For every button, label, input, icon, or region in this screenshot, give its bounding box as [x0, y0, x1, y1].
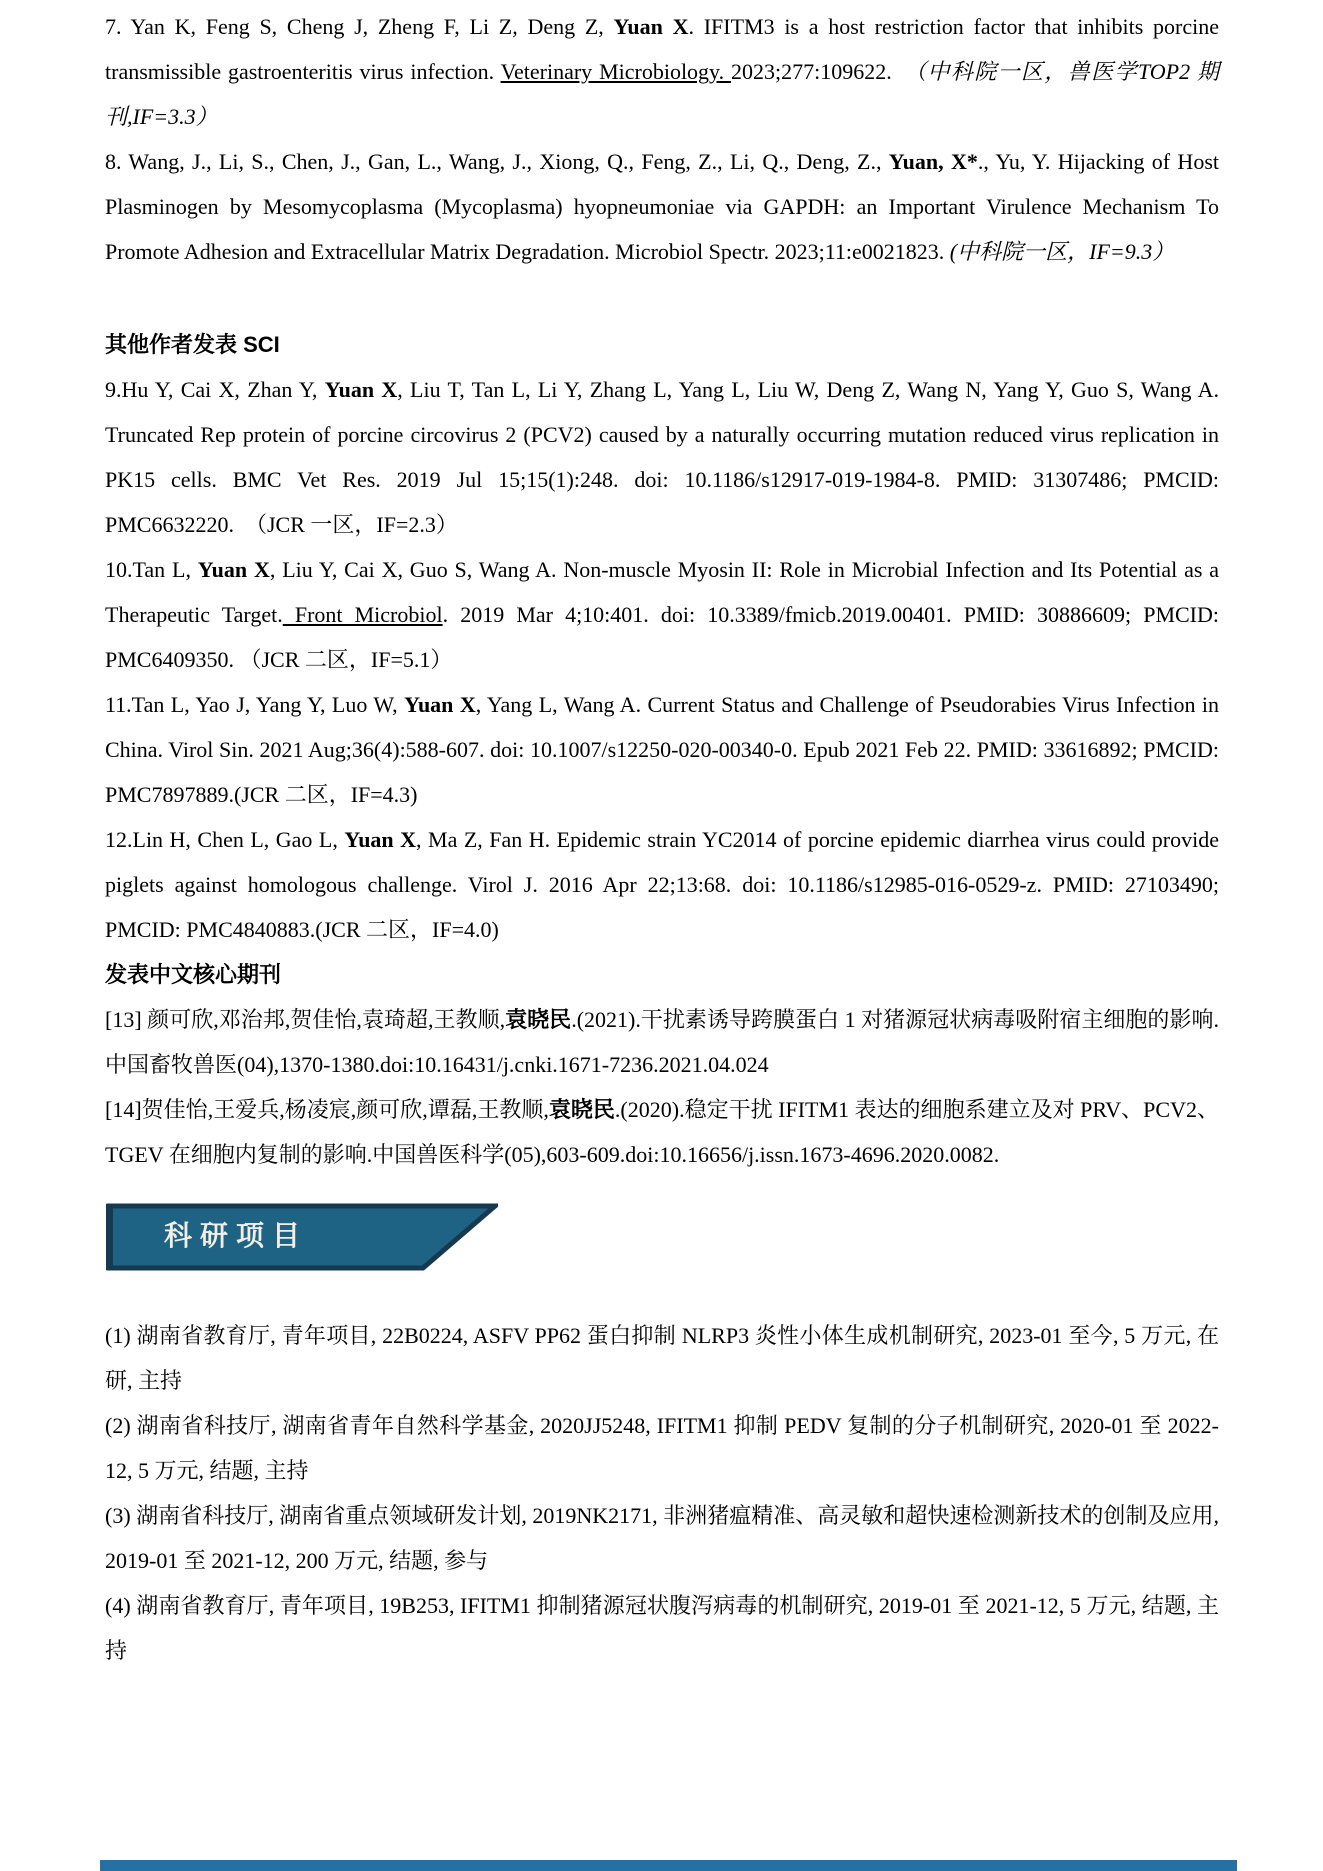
reference-text-segment: 8. Wang, J., Li, S., Chen, J., Gan, L., Wang, J., Xiong, Q., Feng, Z., Li, Q., Deng, Z., — [105, 149, 889, 174]
reference-item — [105, 547, 1219, 682]
project-item: (1) 湖南省教育厅, 青年项目, 22B0224, ASFV PP62 蛋白抑制 NLRP3 炎性小体生成机制研究, 2023-01 至今, 5 万元, 在研, 主持 — [105, 1323, 1219, 1393]
reference-text-segment: [13] 颜可欣,邓治邦,贺佳怡,袁琦超,王教顺, — [105, 1007, 506, 1032]
reference-text-segment: 袁晓民 — [548, 1097, 615, 1122]
reference-text-segment: 9.Hu Y, Cai X, Zhan Y, — [105, 377, 325, 402]
reference-text-segment: . 2019 Mar 4;10:401. doi: 10.3389/fmicb.2019.00401. PMID: 30886609; PMCID: PMC6409350. （JCR 二区，IF=5.1） — [105, 602, 1220, 672]
reference-text-segment: Yuan X — [197, 557, 270, 582]
reference-text-segment: (中科院一区，IF=9.3） — [949, 239, 1175, 264]
cn-refs-list — [105, 997, 1219, 1177]
reference-item — [105, 139, 1219, 274]
reference-text-segment: [14]贺佳怡,王爱兵,杨凌宸,颜可欣,谭磊,王教顺, — [105, 1097, 549, 1122]
reference-text-segment: , Ma Z, Fan H. Epidemic strain YC2014 of porcine epidemic diarrhea virus could provide piglets against homologous challenge. Virol J. 2016 Apr 22;13:68. doi: 10.1186/s12985-016-0529-z. PMID: 27103490; PMCID: PMC4840883.(JCR 二区，IF=4.0) — [105, 827, 1219, 942]
reference-text-segment: Yuan X — [324, 377, 398, 402]
project-item: (4) 湖南省教育厅, 青年项目, 19B253, IFITM1 抑制猪源冠状腹泻病毒的机制研究, 2019-01 至 2021-12, 5 万元, 结题, 主持 — [105, 1593, 1219, 1663]
reference-text-segment: , Liu T, Tan L, Li Y, Zhang L, Yang L, Liu W, Deng Z, Wang N, Yang Y, Guo S, Wang A. Truncated Rep protein of porcine circovirus 2 (PCV2) caused by a naturally occurring mutation reduced virus replication in PK15 cells. BMC Vet Res. 2019 Jul 15;15(1):248. doi: 10.1186/s12917-019-1984-8. PMID: 31307486; PMCID: PMC6632220. （JCR 一区，IF=2.3） — [105, 377, 1220, 537]
reference-text-segment: .(2021).干扰素诱导跨膜蛋白 1 对猪源冠状病毒吸附宿主细胞的影响.中国畜牧兽医(04),1370-1380.doi:10.16431/j.cnki.1671-7236.2021.04.024 — [105, 1007, 1219, 1077]
heading-cn-core: 发表中文核心期刊 — [105, 962, 282, 987]
sci-refs-other-list — [105, 367, 1219, 952]
reference-item — [105, 997, 1219, 1087]
reference-text-segment: ., Yu, Y. Hijacking of Host Plasminogen by Mesomycoplasma (Mycoplasma) hyopneumoniae via GAPDH: an Important Virulence Mechanism To Promote Adhesion and Extracellular Matrix Degradation. Microbiol Spectr. 2023;11:e0021823. — [105, 149, 1219, 264]
projects-list — [105, 1313, 1219, 1673]
reference-item — [105, 367, 1219, 547]
reference-text-segment: Front Microbiol — [282, 602, 443, 627]
project-item: (2) 湖南省科技厅, 湖南省青年自然科学基金, 2020JJ5248, IFITM1 抑制 PEDV 复制的分子机制研究, 2020-01 至 2022-12, 5 万元, 结题, 主持 — [105, 1413, 1219, 1483]
reference-item — [105, 4, 1219, 139]
reference-text-segment: .(2020).稳定干扰 IFITM1 表达的细胞系建立及对 PRV、PCV2、TGEV 在细胞内复制的影响.中国兽医科学(05),603-609.doi:10.16656/j.issn.1673-4696.2020.0082. — [105, 1097, 1219, 1167]
research-projects-banner — [106, 1203, 498, 1271]
footer-accent-bar — [100, 1860, 1237, 1871]
project-item: (3) 湖南省科技厅, 湖南省重点领域研发计划, 2019NK2171, 非洲猪瘟精准、高灵敏和超快速检测新技术的创制及应用, 2019-01 至 2021-12, 200 万元, 结题, 参与 — [105, 1503, 1219, 1573]
reference-text-segment: Yuan X — [613, 14, 689, 39]
reference-text-segment: 7. Yan K, Feng S, Cheng J, Zheng F, Li Z, Deng Z, — [105, 14, 614, 39]
reference-text-segment: 10.Tan L, — [105, 557, 198, 582]
sci-refs-top-list — [105, 4, 1219, 274]
reference-text-segment: Yuan X — [404, 692, 476, 717]
reference-text-segment: , Liu Y, Cai X, Guo S, Wang A. Non-muscle Myosin II: Role in Microbial Infection and Its Potential as a Therapeutic Target. — [105, 557, 1219, 627]
reference-item — [105, 1087, 1219, 1177]
reference-text-segment: Yuan X — [344, 827, 417, 852]
reference-text-segment: （中科院一区，兽医学TOP2 期刊,IF=3.3） — [105, 59, 1219, 129]
document-page — [105, 4, 1219, 1673]
reference-text-segment: Veterinary Microbiology. — [500, 59, 732, 84]
reference-item — [105, 682, 1219, 817]
reference-text-segment: , Yang L, Wang A. Current Status and Challenge of Pseudorabies Virus Infection in China. Virol Sin. 2021 Aug;36(4):588-607. doi: 10.1007/s12250-020-00340-0. Epub 2021 Feb 22. PMID: 33616892; PMCID: PMC7897889.(JCR 二区，IF=4.3) — [105, 692, 1219, 807]
reference-text-segment: 12.Lin H, Chen L, Gao L, — [105, 827, 345, 852]
reference-text-segment: 袁晓民 — [505, 1007, 572, 1032]
reference-text-segment: . IFITM3 is a host restriction factor that inhibits porcine transmissible gastroenteritis virus infection. — [105, 14, 1219, 84]
banner-title: 科研项目 — [164, 1220, 309, 1251]
reference-text-segment: 2023;277:109622. — [731, 59, 903, 84]
reference-text-segment: 11.Tan L, Yao J, Yang Y, Luo W, — [105, 692, 405, 717]
reference-text-segment: Yuan, X* — [888, 149, 978, 174]
heading-other-sci: 其他作者发表 SCI — [105, 332, 280, 357]
reference-item — [105, 817, 1219, 952]
